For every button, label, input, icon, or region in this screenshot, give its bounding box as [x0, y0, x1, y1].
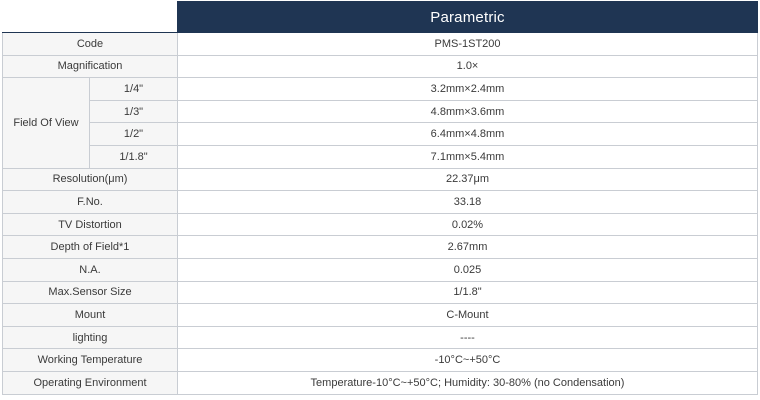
- table-row: [3, 326, 758, 349]
- fov-value: 3.2mm×2.4mm: [178, 78, 758, 101]
- code-value: PMS-1ST200: [178, 33, 758, 56]
- working-temperature-value: -10°C~+50°C: [178, 349, 758, 372]
- working-temperature-label: Working Temperature: [3, 349, 178, 372]
- fov-sensor-label: 1/1.8": [90, 145, 178, 168]
- magnification-label: Magnification: [3, 55, 178, 78]
- max-sensor-size-value: 1/1.8": [178, 281, 758, 304]
- table-row: [3, 281, 758, 304]
- operating-environment-label: Operating Environment: [3, 371, 178, 394]
- depth-of-field-value: 2.67mm: [178, 236, 758, 259]
- resolution-value: 22.37μm: [178, 168, 758, 191]
- fno-value: 33.18: [178, 191, 758, 214]
- lighting-label: lighting: [3, 326, 178, 349]
- fov-value: 4.8mm×3.6mm: [178, 100, 758, 123]
- header-blank-cell: [3, 2, 178, 33]
- fov-value: 6.4mm×4.8mm: [178, 123, 758, 146]
- fov-value: 7.1mm×5.4mm: [178, 145, 758, 168]
- code-label: Code: [3, 33, 178, 56]
- magnification-value: 1.0×: [178, 55, 758, 78]
- fov-sensor-label: 1/3": [90, 100, 178, 123]
- fov-sensor-label: 1/4": [90, 78, 178, 101]
- table-row: [3, 78, 758, 101]
- lighting-value: ----: [178, 326, 758, 349]
- mount-label: Mount: [3, 304, 178, 327]
- fno-label: F.No.: [3, 191, 178, 214]
- tv-distortion-value: 0.02%: [178, 213, 758, 236]
- table-row: [3, 304, 758, 327]
- na-label: N.A.: [3, 258, 178, 281]
- fov-sensor-label: 1/2": [90, 123, 178, 146]
- table-row: [3, 371, 758, 394]
- na-value: 0.025: [178, 258, 758, 281]
- table-row: [3, 258, 758, 281]
- table-row: [3, 349, 758, 372]
- mount-value: C-Mount: [178, 304, 758, 327]
- header-row: [3, 2, 758, 33]
- table-row: [3, 100, 758, 123]
- table-row: [3, 55, 758, 78]
- table-row: [3, 168, 758, 191]
- field-of-view-label: Field Of View: [3, 78, 90, 168]
- table-row: [3, 123, 758, 146]
- table-title: Parametric: [178, 2, 758, 33]
- resolution-label: Resolution(μm): [3, 168, 178, 191]
- table-row: [3, 33, 758, 56]
- table-row: [3, 236, 758, 259]
- spec-table: [2, 1, 758, 395]
- table-row: [3, 145, 758, 168]
- operating-environment-value: Temperature-10°C~+50°C; Humidity: 30-80% (no Condensation): [178, 371, 758, 394]
- table-row: [3, 213, 758, 236]
- depth-of-field-label: Depth of Field*1: [3, 236, 178, 259]
- max-sensor-size-label: Max.Sensor Size: [3, 281, 178, 304]
- table-row: [3, 191, 758, 214]
- tv-distortion-label: TV Distortion: [3, 213, 178, 236]
